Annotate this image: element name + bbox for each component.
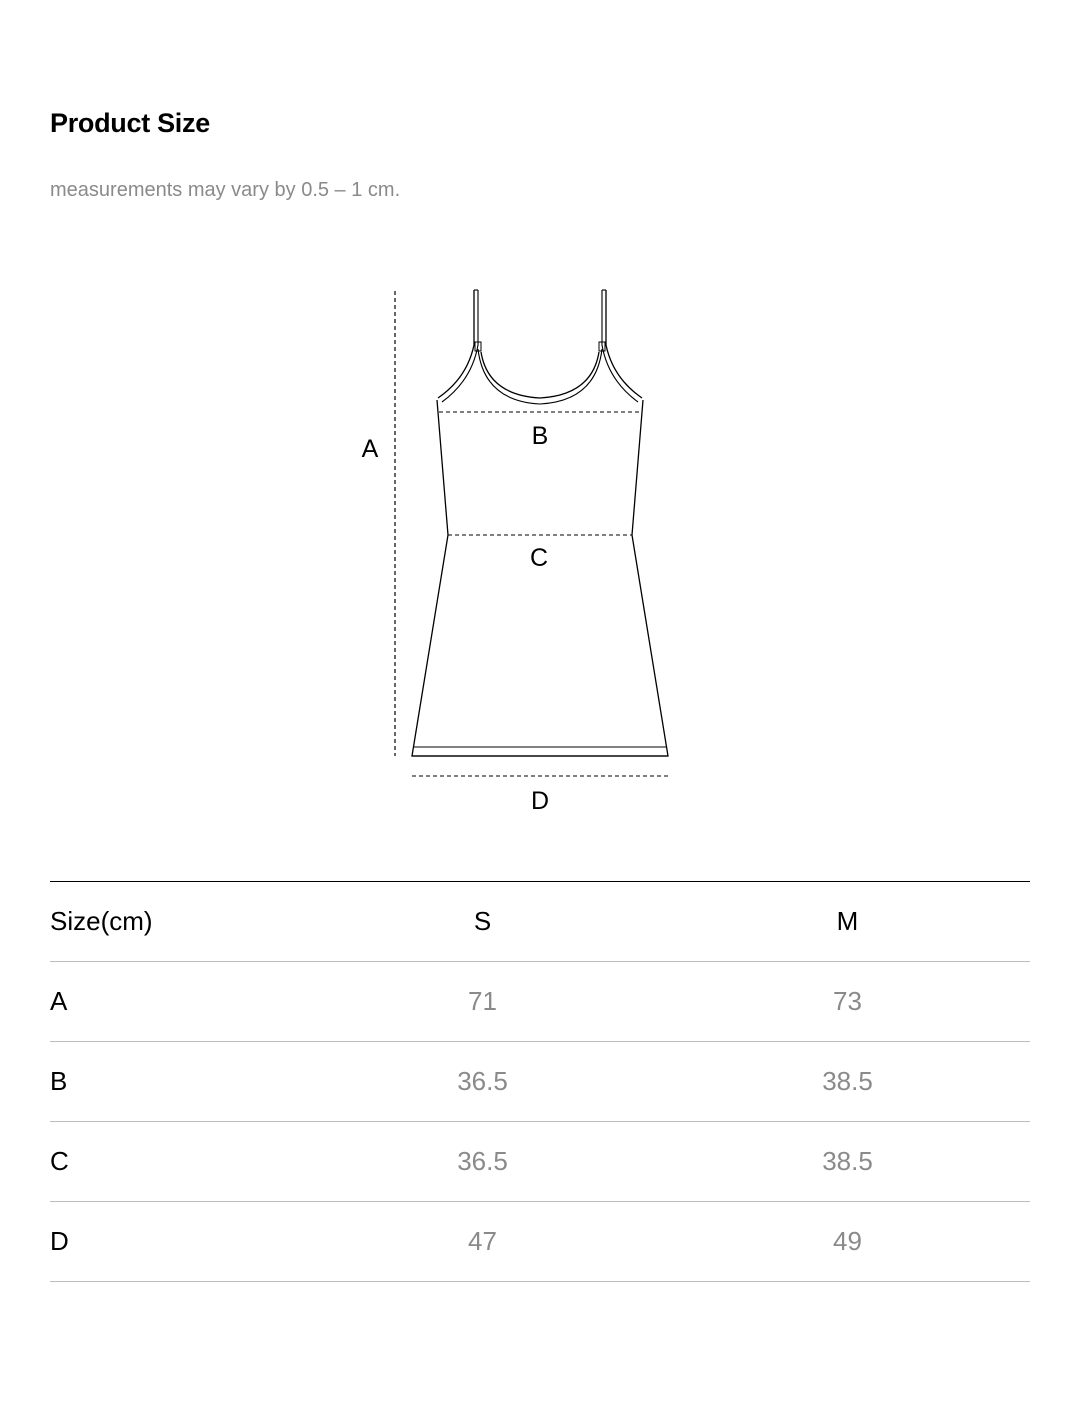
header-size-cm: Size(cm)	[50, 882, 300, 962]
row-label: A	[50, 962, 300, 1042]
table-row	[50, 1042, 1030, 1122]
neckline-inner	[478, 349, 602, 404]
measurement-note: measurements may vary by 0.5 – 1 cm.	[50, 179, 401, 201]
table-row	[50, 1122, 1030, 1202]
value-s: 47	[300, 1202, 665, 1282]
value-m: 38.5	[665, 1122, 1030, 1202]
header-size-m: M	[665, 882, 1030, 962]
table-row	[50, 1202, 1030, 1282]
value-m: 73	[665, 962, 1030, 1042]
strap-left-inner	[442, 290, 478, 402]
page-title: Product Size	[50, 108, 210, 138]
value-m: 38.5	[665, 1042, 1030, 1122]
table-header-row	[50, 882, 1030, 962]
body-outline	[412, 400, 668, 756]
value-m: 49	[665, 1202, 1030, 1282]
table-row	[50, 962, 1030, 1042]
garment-diagram	[340, 280, 700, 825]
label-a: A	[361, 435, 379, 463]
label-c: C	[529, 544, 549, 572]
value-s: 71	[300, 962, 665, 1042]
label-b: B	[531, 422, 549, 450]
value-s: 36.5	[300, 1122, 665, 1202]
size-table	[50, 881, 1030, 1282]
strap-left	[438, 290, 474, 398]
row-label: D	[50, 1202, 300, 1282]
value-s: 36.5	[300, 1042, 665, 1122]
header-size-s: S	[300, 882, 665, 962]
label-d: D	[530, 787, 550, 815]
strap-right	[606, 290, 642, 398]
strap-right-inner	[602, 290, 638, 402]
row-label: C	[50, 1122, 300, 1202]
row-label: B	[50, 1042, 300, 1122]
